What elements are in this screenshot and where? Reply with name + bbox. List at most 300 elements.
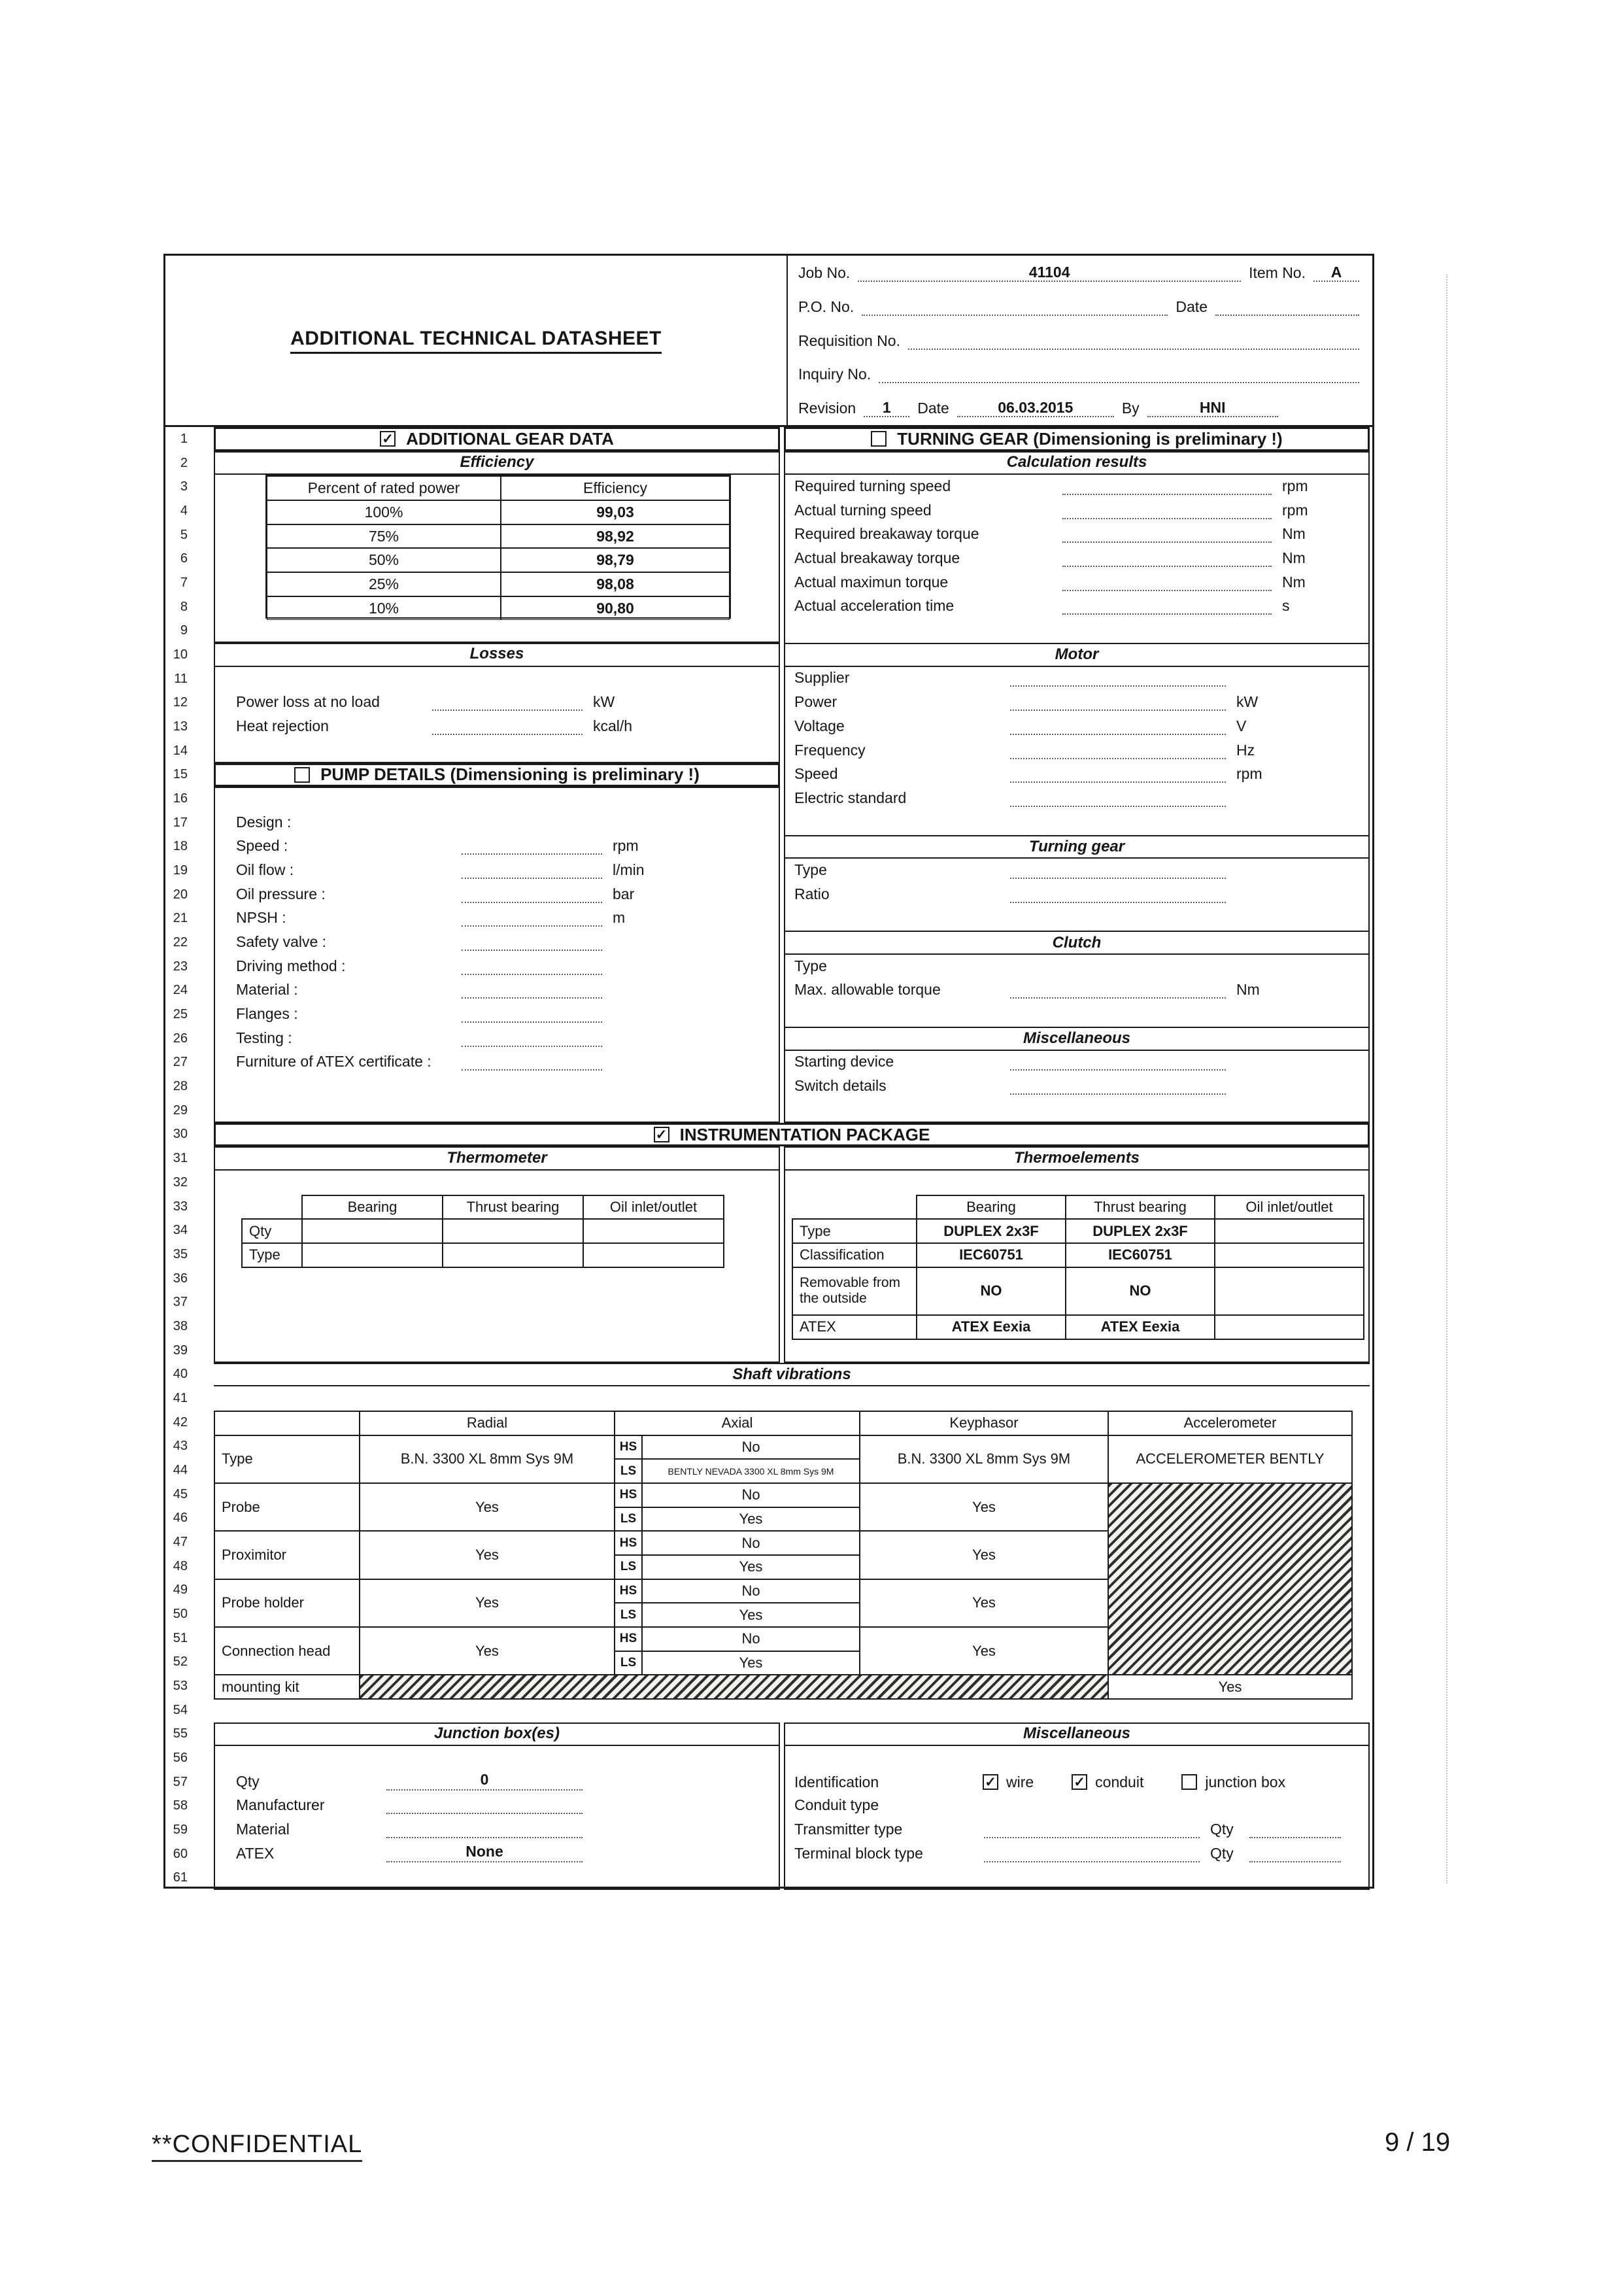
turning-misc-title: Miscellaneous [785,1027,1368,1051]
empty-cell [302,1243,443,1267]
inquiry-field [879,365,1359,383]
row-number: 50 [173,1606,188,1621]
confidential-marking: **CONFIDENTIAL [152,2131,362,2162]
instrumentation-checkbox: ✓ [654,1127,669,1142]
hatched-not-applicable-cell [1108,1483,1352,1675]
junction-field-label: Material [236,1821,290,1838]
page-number: 9 / 19 [1385,2128,1451,2157]
thermometer-col-header: Oil inlet/outlet [583,1195,724,1220]
instrumentation-section-header [214,1123,1370,1147]
shaft-row-label: Probe holder [214,1579,360,1627]
row-number: 27 [173,1055,188,1070]
clutch-field-label: Max. allowable torque [794,981,941,999]
shaft-cell: No [642,1435,860,1460]
calc-field-label: Required turning speed [794,477,951,495]
thermoelements-removable-row [792,1267,1364,1315]
blank-entry-line [386,1843,583,1862]
row-number: 23 [173,959,188,974]
identification-row [794,1770,1363,1794]
calc-field-row [794,523,1361,547]
junction-field-label: Qty [236,1772,260,1790]
revision-field [864,399,909,417]
pump-field-label: Flanges : [236,1004,298,1022]
thermoelements-value: ATEX Eexia [917,1315,1066,1339]
row-number: 36 [173,1271,188,1286]
empty-cell [443,1219,583,1243]
blank-entry-line [1062,572,1272,591]
transmitter-type-row [794,1818,1363,1842]
calc-field-label: Actual turning speed [794,501,932,519]
row-number: 9 [180,623,188,638]
shaft-cell: B.N. 3300 XL 8mm Sys 9M [860,1435,1108,1483]
clutch-field-row [794,955,1361,979]
ls-label: LS [615,1555,642,1579]
motor-field-row [794,691,1361,715]
junction-box-checkbox [1181,1774,1197,1790]
thermoelements-table [792,1195,1364,1340]
row-number: 10 [173,647,188,662]
transmitter-type-label: Transmitter type [794,1821,903,1838]
job-no-field [858,264,1241,282]
blank-entry-line [462,1003,602,1023]
shaft-row-label: Type [214,1435,360,1483]
losses-field-label: Heat rejection [236,717,329,734]
pump-field-row [236,979,779,1003]
shaft-cell: B.N. 3300 XL 8mm Sys 9M [360,1435,615,1483]
calc-field-label: Required breakaway torque [794,525,979,543]
motor-field-row [794,715,1361,739]
turning-misc-field-label: Switch details [794,1077,887,1095]
clutch-field-label: Type [794,957,827,974]
blank-entry-line [462,835,602,855]
blank-entry-line [462,883,602,903]
thermoelements-value: DUPLEX 2x3F [917,1219,1066,1243]
junction-field-value: None [465,1842,503,1860]
efficiency-cell: 25% [267,572,501,596]
conduit-checkbox: ✓ [1072,1774,1087,1790]
row-number: 30 [173,1127,188,1142]
blank-entry-line [462,931,602,951]
shaft-row-label: Proximitor [214,1531,360,1579]
motor-field-label: Electric standard [794,789,907,806]
wire-checkbox: ✓ [983,1774,998,1790]
empty-cell [214,1411,360,1435]
row-number: 54 [173,1702,188,1717]
blank-entry-line [1062,595,1272,615]
job-no-row [798,264,1359,283]
blank-entry-line [386,1771,583,1791]
junction-field-row [236,1770,746,1794]
blank-entry-line [386,1819,583,1838]
calc-field-label: Actual breakaway torque [794,549,960,567]
pump-field-label: Speed : [236,837,288,855]
row-number: 44 [173,1462,188,1477]
efficiency-cell: 99,03 [501,500,730,524]
row-number: 51 [173,1630,188,1645]
shaft-cell: Yes [642,1651,860,1675]
row-number: 49 [173,1583,188,1598]
row-number: 52 [173,1654,188,1670]
row-number: 13 [173,719,188,734]
row-number: 38 [173,1318,188,1333]
row-number: 15 [173,767,188,782]
thermoelements-value: NO [917,1267,1066,1315]
row-number: 53 [173,1678,188,1693]
row-number: 43 [173,1439,188,1454]
junction-field-label: Manufacturer [236,1796,325,1814]
shaft-vibrations-table [214,1411,1353,1700]
row-number: 24 [173,983,188,998]
row-number: 46 [173,1511,188,1526]
shaft-cell: No [642,1531,860,1555]
empty-cell [792,1195,917,1220]
motor-field-row [794,763,1361,787]
row-number-column [165,427,194,1890]
requisition-field [908,332,1359,350]
row-number: 17 [173,815,188,830]
turning-gear-field-label: Type [794,861,827,878]
row-number: 42 [173,1414,188,1430]
shaft-cell: Yes [642,1555,860,1579]
blank-entry-line [462,1051,602,1071]
datasheet-form [163,254,1374,1889]
hatched-not-applicable-cell [360,1675,1108,1699]
thermoelements-value: DUPLEX 2x3F [1066,1219,1215,1243]
hs-label: HS [615,1627,642,1651]
row-number: 1 [180,432,188,446]
ls-label: LS [615,1603,642,1627]
terminal-block-type-row [794,1842,1363,1866]
qty-label: Qty [1210,1844,1234,1862]
row-number: 18 [173,839,188,854]
empty-cell [1215,1243,1364,1267]
shaft-cell: Yes [860,1627,1108,1675]
pump-field-label: Safety valve : [236,933,327,950]
po-no-row [798,298,1359,317]
calc-field-row [794,475,1361,499]
calc-field-label: Actual maximun torque [794,573,949,591]
efficiency-cell: 98,79 [501,548,730,572]
qty-label: Qty [1210,1821,1234,1838]
shaft-cell: Yes [360,1531,615,1579]
thermoelements-classification-row [792,1243,1364,1267]
pump-field-row [236,859,779,883]
inquiry-label: Inquiry No. [798,366,871,383]
turning-gear-field-row [794,883,1361,907]
row-number: 59 [173,1822,188,1837]
conduit-type-label: Conduit type [794,1796,879,1814]
thermoelements-row-label: Removable from the outside [792,1267,917,1315]
shaft-mounting-kit-row [214,1675,1352,1699]
pump-field-unit: bar [613,885,635,902]
row-number: 56 [173,1750,188,1765]
form-header [165,256,1372,427]
row-number: 28 [173,1079,188,1094]
motor-field-label: Speed [794,765,838,783]
calc-field-unit: s [1282,597,1290,615]
row-number: 41 [173,1390,188,1405]
thermoelements-type-row [792,1219,1364,1243]
po-no-field [862,298,1168,316]
thermoelements-value: IEC60751 [917,1243,1066,1267]
hs-label: HS [615,1579,642,1603]
junction-field-label: ATEX [236,1844,275,1862]
pump-section-title: PUMP DETAILS (Dimensioning is preliminary !) [320,764,700,785]
page-title: ADDITIONAL TECHNICAL DATASHEET [290,328,662,354]
motor-field-unit: Hz [1236,741,1255,759]
efficiency-table [265,475,731,619]
row-number: 33 [173,1199,188,1214]
revision-date-field [957,399,1114,417]
turning-misc-field-row [794,1051,1361,1075]
requisition-row [798,332,1359,351]
shaft-cell: No [642,1579,860,1603]
motor-field-unit: kW [1236,693,1259,711]
pump-field-label: Material : [236,981,298,999]
row-number: 31 [173,1151,188,1166]
row-number: 20 [173,887,188,902]
shaft-type-row [214,1435,1352,1460]
junction-title: Junction box(es) [215,1722,779,1747]
blank-entry-line [1010,667,1226,687]
terminal-block-type-label: Terminal block type [794,1844,923,1862]
ls-label: LS [615,1459,642,1483]
blank-entry-line [1010,740,1226,759]
calc-field-row [794,499,1361,523]
pump-field-label: Driving method : [236,957,346,974]
shaft-cell: Yes [860,1531,1108,1579]
shaft-cell: ACCELEROMETER BENTLY [1108,1435,1352,1483]
motor-field-row [794,739,1361,763]
blank-entry-line [462,955,602,975]
thermoelements-value: ATEX Eexia [1066,1315,1215,1339]
revision-row [798,399,1359,419]
efficiency-cell: 98,08 [501,572,730,596]
identification-option [983,1773,1034,1791]
pump-field-row [236,883,779,907]
job-no-label: Job No. [798,264,851,281]
bottom-misc-title: Miscellaneous [785,1722,1368,1747]
by-value: HNI [1199,399,1226,416]
thermometer-col-header: Thrust bearing [443,1195,583,1220]
losses-field-label: Power loss at no load [236,693,380,711]
row-number: 4 [180,504,188,519]
blank-entry-line [1010,787,1226,807]
po-date-label: Date [1176,298,1208,315]
blank-entry-line [1062,523,1272,543]
shaft-cell: Yes [642,1603,860,1627]
form-content [195,427,1372,1891]
row-number: 22 [173,935,188,950]
item-no-label: Item No. [1249,264,1306,281]
item-no-field [1313,264,1359,282]
row-number: 48 [173,1558,188,1573]
row-number: 16 [173,791,188,806]
row-number: 14 [173,743,188,758]
pump-field-label: Testing : [236,1029,292,1046]
efficiency-col-header: Percent of rated power [267,476,501,500]
gear-section-title: ADDITIONAL GEAR DATA [406,428,614,449]
gear-checkbox: ✓ [380,431,396,447]
row-number: 6 [180,551,188,566]
shaft-cell: Yes [360,1579,615,1627]
shaft-cell: Yes [860,1579,1108,1627]
shaft-probe-row [214,1483,1352,1507]
efficiency-cell: 90,80 [501,596,730,621]
empty-cell [302,1219,443,1243]
losses-field-row [236,715,766,739]
blank-entry-line [1010,763,1226,783]
row-number: 34 [173,1223,188,1238]
row-number: 39 [173,1343,188,1358]
efficiency-title: Efficiency [215,451,779,475]
thermometer-row-label: Type [242,1243,302,1267]
row-number: 45 [173,1486,188,1501]
efficiency-cell: 10% [267,596,501,621]
thermoelements-title: Thermoelements [785,1146,1368,1171]
calc-field-label: Actual acceleration time [794,597,955,615]
thermoelements-col-header: Oil inlet/outlet [1215,1195,1364,1220]
thermoelements-row-label: Type [792,1219,917,1243]
shaft-cell: Yes [1108,1675,1352,1699]
thermoelements-value: IEC60751 [1066,1243,1215,1267]
blank-entry-line [1249,1819,1341,1838]
job-no-value: 41104 [1028,264,1070,281]
pump-field-row [236,1002,779,1027]
efficiency-cell: 75% [267,524,501,549]
shaft-cell: Yes [360,1483,615,1531]
pump-field-row [236,811,779,835]
form-header-fields [788,256,1372,425]
turning-checkbox [871,431,887,447]
clutch-field-unit: Nm [1236,981,1260,999]
pump-field-row [236,931,779,955]
shaft-cell: Yes [642,1507,860,1532]
shaft-row-label: Probe [214,1483,360,1531]
blank-entry-line [984,1843,1200,1862]
identification-option-label: wire [1006,1773,1034,1791]
thermometer-type-row [242,1243,724,1267]
pump-checkbox [294,767,310,783]
blank-entry-line [1010,883,1226,903]
thermoelements-col-header: Thrust bearing [1066,1195,1215,1220]
shaft-col-header: Keyphasor [860,1411,1108,1435]
ls-label: LS [615,1507,642,1532]
shaft-vibrations-title: Shaft vibrations [214,1363,1370,1387]
turning-section-header [784,427,1370,451]
row-number: 2 [180,455,188,470]
blank-entry-line [1062,547,1272,567]
empty-cell [1215,1219,1364,1243]
motor-field-row [794,667,1361,691]
calc-field-row [794,571,1361,595]
blank-entry-line [1249,1843,1341,1862]
calc-field-row [794,547,1361,571]
blank-entry-line [1010,691,1226,711]
row-number: 11 [174,671,188,686]
motor-field-row [794,787,1361,811]
pump-field-unit: l/min [613,861,645,878]
row-number: 3 [180,479,188,494]
pump-field-label: NPSH : [236,909,286,927]
turning-misc-field-row [794,1074,1361,1099]
pump-field-row [236,955,779,979]
row-number: 12 [173,695,188,710]
instrumentation-section-title: INSTRUMENTATION PACKAGE [679,1124,930,1144]
empty-cell [1215,1267,1364,1315]
requisition-label: Requisition No. [798,332,900,349]
blank-entry-line [1010,1075,1226,1095]
row-number: 19 [173,863,188,878]
po-no-label: P.O. No. [798,298,854,315]
by-field [1147,399,1278,417]
pump-field-row [236,1027,779,1051]
pump-field-row [236,907,779,931]
pump-field-unit: rpm [613,837,639,855]
thermometer-header-row [242,1195,724,1220]
thermometer-table [241,1195,724,1268]
pump-field-row [236,835,779,859]
thermometer-qty-row [242,1219,724,1243]
thermoelements-row-label: ATEX [792,1315,917,1339]
losses-field-row [236,691,766,715]
revision-value: 1 [882,399,891,416]
junction-field-row [236,1842,746,1866]
thermoelements-atex-row [792,1315,1364,1339]
thermometer-row-label: Qty [242,1219,302,1243]
hs-label: HS [615,1531,642,1555]
losses-field-unit: kcal/h [593,717,633,734]
motor-field-label: Frequency [794,741,866,759]
blank-entry-line [1010,1051,1226,1071]
row-number: 57 [173,1774,188,1789]
row-number: 32 [173,1174,188,1190]
row-number: 5 [180,527,188,542]
empty-cell [1215,1315,1364,1339]
revision-date-label: Date [917,400,949,417]
shaft-cell: Yes [360,1627,615,1675]
row-number: 21 [173,911,188,926]
turning-gear-field-label: Ratio [794,885,830,902]
shaft-cell: Yes [860,1483,1108,1531]
calc-field-unit: Nm [1282,525,1306,543]
efficiency-col-header: Efficiency [501,476,730,500]
thermoelements-header-row [792,1195,1364,1220]
shaft-cell: BENTLY NEVADA 3300 XL 8mm Sys 9M [642,1459,860,1483]
pump-section-header [214,763,780,787]
motor-field-label: Voltage [794,717,845,734]
blank-entry-line [1062,475,1272,495]
clutch-title: Clutch [785,931,1368,955]
blank-entry-line [1010,979,1226,999]
conduit-type-row [794,1794,1363,1819]
item-no-value: A [1330,264,1342,281]
row-number: 7 [180,575,188,591]
shaft-cell: No [642,1627,860,1651]
empty-cell [583,1243,724,1267]
motor-field-unit: rpm [1236,765,1262,783]
row-number: 40 [173,1367,188,1382]
blank-entry-line [432,715,583,735]
turning-gear-title: Turning gear [785,835,1368,859]
losses-field-unit: kW [593,693,615,711]
gear-section-header [214,427,780,451]
shaft-header-row [214,1411,1352,1435]
pump-field-label: Furniture of ATEX certificate : [236,1053,431,1071]
ls-label: LS [615,1651,642,1675]
pump-field-unit: m [613,909,626,927]
shaft-row-label: mounting kit [214,1675,360,1699]
